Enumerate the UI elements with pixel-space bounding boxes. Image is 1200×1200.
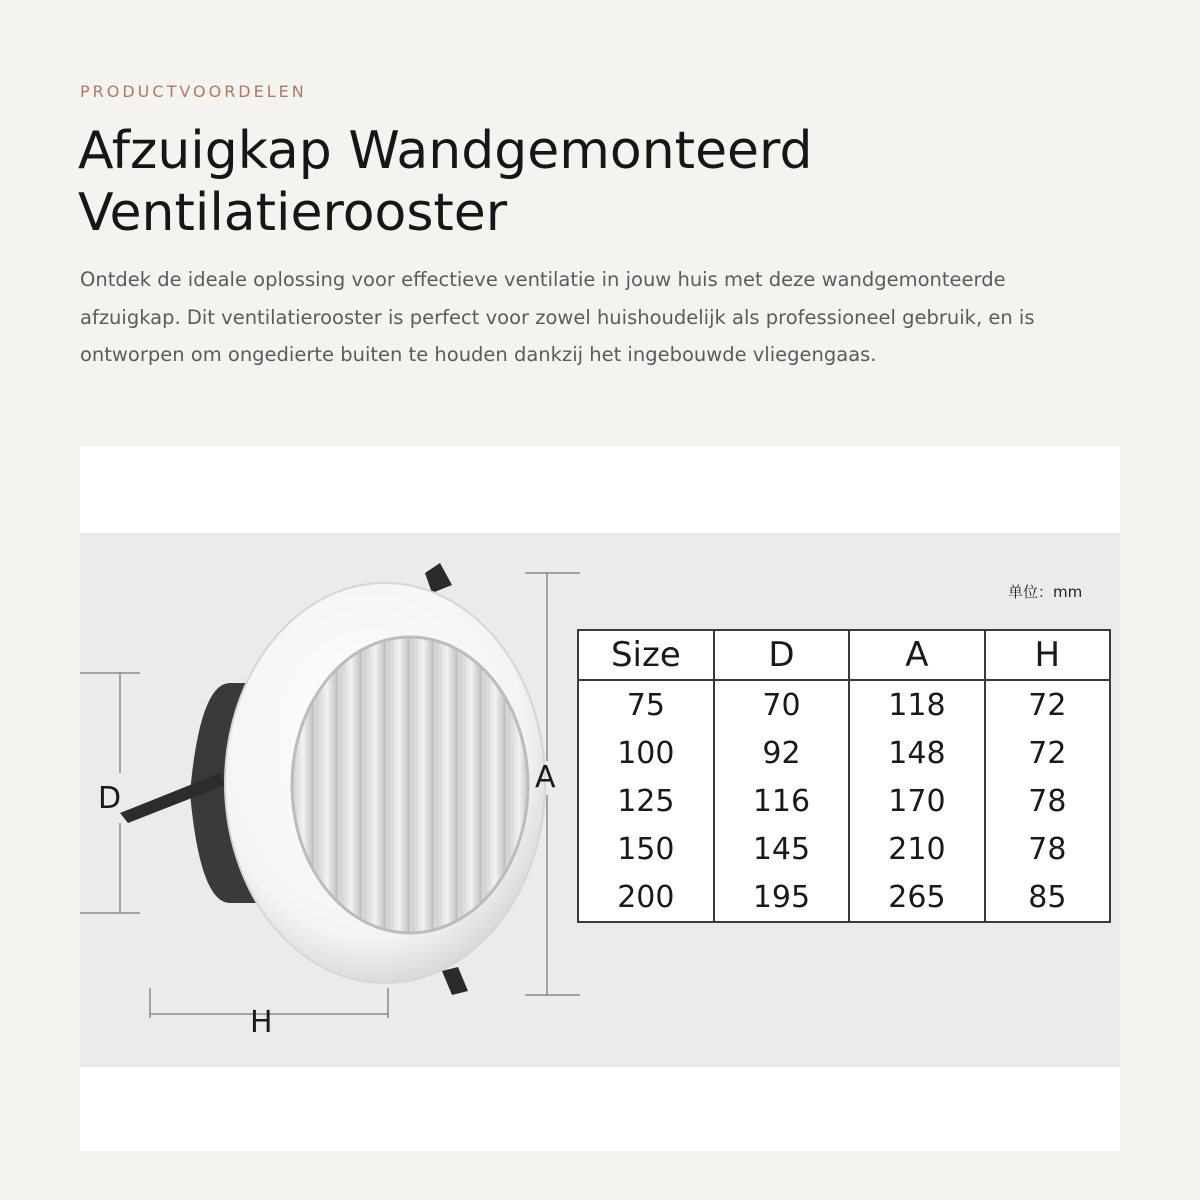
table-header-h: H: [985, 630, 1110, 680]
table-cell: 85: [985, 873, 1110, 922]
table-cell: 72: [985, 729, 1110, 777]
table-cell: 200: [578, 873, 714, 922]
table-cell: 92: [714, 729, 849, 777]
table-cell: 145: [714, 825, 849, 873]
table-cell: 118: [849, 680, 984, 729]
table-row: [578, 777, 1110, 825]
table-header-a: A: [849, 630, 984, 680]
table-cell: 195: [714, 873, 849, 922]
table-header-size: Size: [578, 630, 714, 680]
table-row: [578, 825, 1110, 873]
table-cell: 75: [578, 680, 714, 729]
table-cell: 210: [849, 825, 984, 873]
table-cell: 150: [578, 825, 714, 873]
table-cell: 116: [714, 777, 849, 825]
product-dimension-figure: [80, 446, 1120, 1151]
dimension-label-a: A: [535, 760, 556, 795]
table-header-d: D: [714, 630, 849, 680]
eyebrow-label: PRODUCTVOORDELEN: [80, 82, 307, 101]
table-row: [578, 873, 1110, 922]
table-row: [578, 729, 1110, 777]
size-table: [577, 629, 1111, 923]
page-title-line-1: Afzuigkap Wandgemonteerd: [78, 121, 813, 181]
table-cell: 265: [849, 873, 984, 922]
table-cell: 125: [578, 777, 714, 825]
table-row: [578, 680, 1110, 729]
table-cell: 170: [849, 777, 984, 825]
table-cell: 78: [985, 777, 1110, 825]
page-title: [78, 120, 1078, 244]
table-header-row: [578, 630, 1110, 680]
page-title-line-2: Ventilatierooster: [78, 183, 508, 243]
table-cell: 100: [578, 729, 714, 777]
product-description: Ontdek de ideale oplossing voor effectieve ventilatie in jouw huis met deze wandgemonteerde afzuigkap. Dit ventilatierooster is perfect voor zowel huishoudelijk als professioneel gebruik, en is ontworpen om ongedierte buiten te houden dankzij het ingebouwde vliegengaas.: [80, 268, 1035, 366]
dimension-label-h: H: [250, 1005, 273, 1040]
dimension-label-d: D: [98, 781, 122, 816]
unit-label: 单位：mm: [1008, 583, 1083, 601]
table-cell: 78: [985, 825, 1110, 873]
table-cell: 72: [985, 680, 1110, 729]
figure-background: [80, 533, 1120, 1067]
table-cell: 70: [714, 680, 849, 729]
table-cell: 148: [849, 729, 984, 777]
